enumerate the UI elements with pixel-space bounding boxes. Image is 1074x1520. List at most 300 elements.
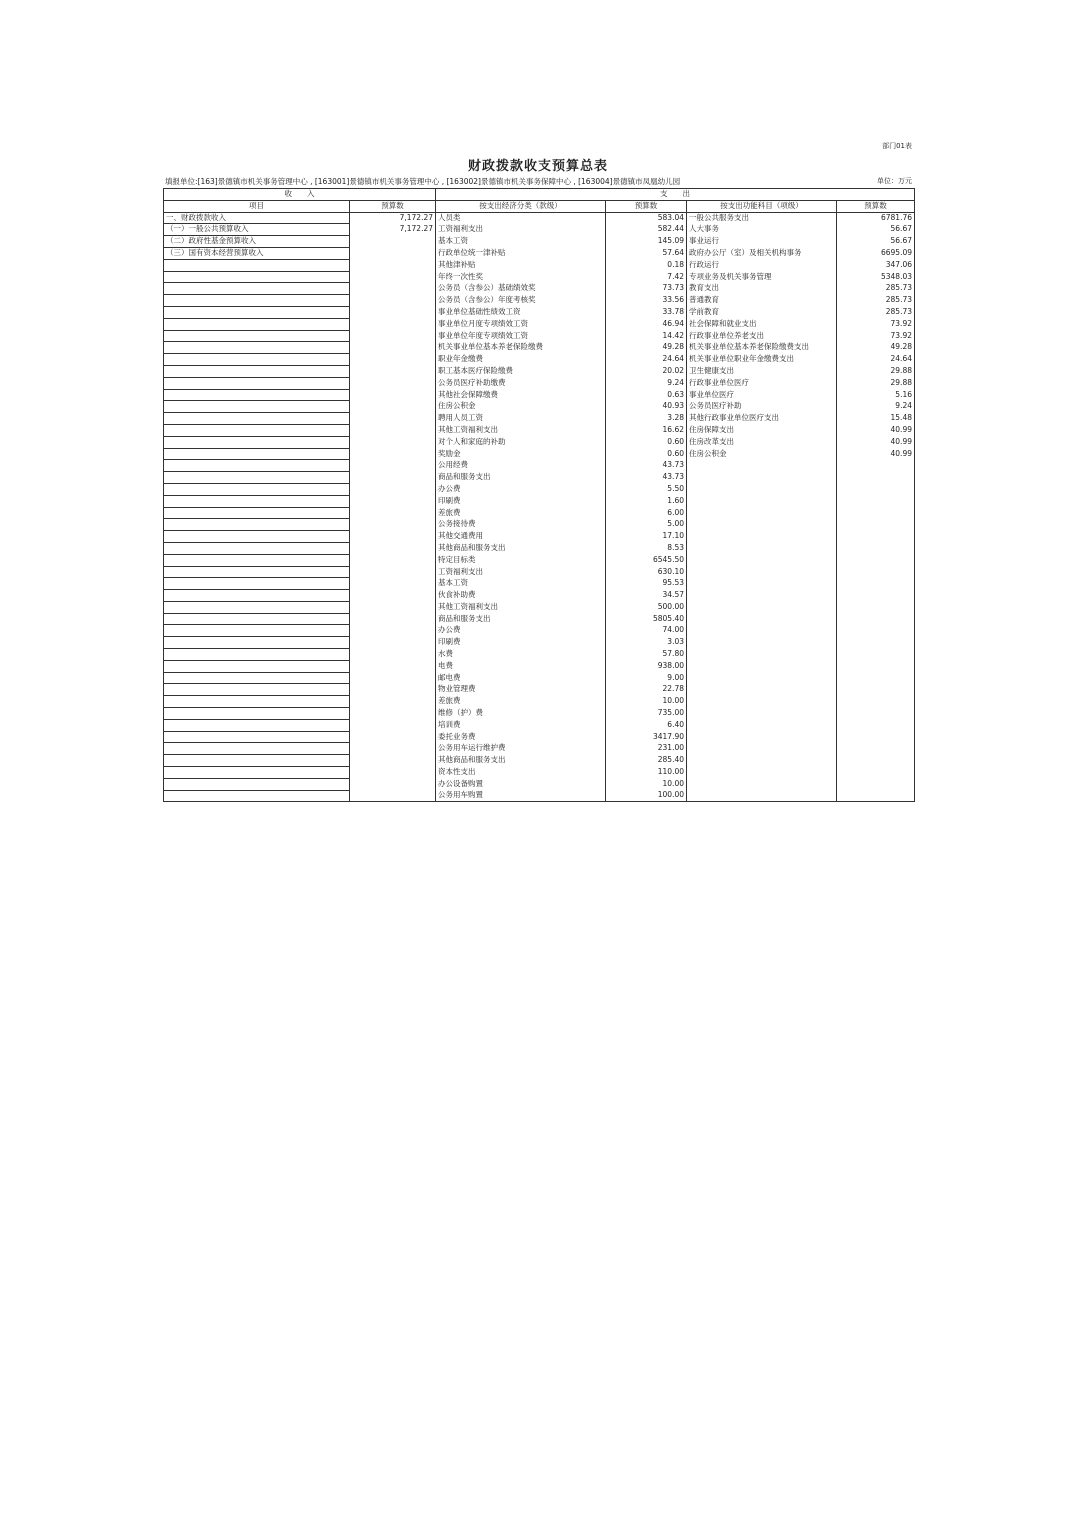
func-class-cell <box>687 554 837 566</box>
income-amount-cell <box>350 601 436 613</box>
econ-class-cell: 商品和服务支出 <box>436 613 606 625</box>
econ-class-cell: 资本性支出 <box>436 767 606 779</box>
econ-class-cell: 培训费 <box>436 719 606 731</box>
table-row <box>164 542 915 554</box>
income-amount-cell <box>350 460 436 472</box>
income-item-cell: （二）政府性基金预算收入 <box>164 236 350 248</box>
econ-class-cell: 电费 <box>436 660 606 672</box>
table-row <box>164 247 915 259</box>
func-class-cell <box>687 660 837 672</box>
econ-amount-cell: 10.00 <box>606 778 687 790</box>
table-row <box>164 259 915 271</box>
income-item-cell <box>164 483 350 495</box>
func-amount-cell <box>837 578 915 590</box>
func-amount-cell <box>837 755 915 767</box>
income-amount-cell <box>350 590 436 602</box>
income-item-cell <box>164 731 350 743</box>
income-item-cell <box>164 531 350 543</box>
income-item-cell <box>164 790 350 802</box>
func-class-cell <box>687 613 837 625</box>
econ-amount-cell: 285.40 <box>606 755 687 767</box>
econ-class-cell: 其他商品和服务支出 <box>436 755 606 767</box>
income-amount-cell <box>350 790 436 802</box>
econ-class-cell: 商品和服务支出 <box>436 472 606 484</box>
func-class-cell <box>687 519 837 531</box>
income-amount-cell <box>350 283 436 295</box>
table-row <box>164 613 915 625</box>
func-class-cell: 住房保障支出 <box>687 424 837 436</box>
econ-class-cell: 水费 <box>436 649 606 661</box>
income-amount-cell <box>350 731 436 743</box>
func-amount-cell <box>837 778 915 790</box>
col-econ-header: 按支出经济分类（款级） <box>436 200 606 212</box>
func-class-cell <box>687 542 837 554</box>
income-item-cell <box>164 460 350 472</box>
income-amount-cell <box>350 767 436 779</box>
econ-amount-cell: 5.50 <box>606 483 687 495</box>
func-class-cell <box>687 637 837 649</box>
table-row <box>164 708 915 720</box>
func-class-cell <box>687 590 837 602</box>
income-item-cell <box>164 436 350 448</box>
func-class-cell <box>687 495 837 507</box>
econ-class-cell: 差旅费 <box>436 507 606 519</box>
col-budget3-header: 预算数 <box>837 200 915 212</box>
econ-amount-cell: 57.64 <box>606 247 687 259</box>
table-row <box>164 519 915 531</box>
income-amount-cell <box>350 259 436 271</box>
income-amount-cell <box>350 566 436 578</box>
income-item-cell <box>164 649 350 661</box>
func-class-cell: 政府办公厅（室）及相关机构事务 <box>687 247 837 259</box>
econ-class-cell: 公用经费 <box>436 460 606 472</box>
income-amount-cell <box>350 755 436 767</box>
income-amount-cell <box>350 472 436 484</box>
table-row <box>164 365 915 377</box>
income-amount-cell <box>350 236 436 248</box>
func-amount-cell: 24.64 <box>837 354 915 366</box>
table-row <box>164 424 915 436</box>
econ-class-cell: 事业单位月度专项绩效工资 <box>436 318 606 330</box>
income-amount-cell <box>350 354 436 366</box>
income-amount-cell <box>350 318 436 330</box>
func-class-cell: 教育支出 <box>687 283 837 295</box>
table-row <box>164 790 915 802</box>
income-item-cell <box>164 413 350 425</box>
func-class-cell <box>687 731 837 743</box>
econ-class-cell: 住房公积金 <box>436 401 606 413</box>
econ-amount-cell: 582.44 <box>606 224 687 236</box>
func-class-cell <box>687 531 837 543</box>
econ-class-cell: 人员类 <box>436 212 606 224</box>
income-amount-cell <box>350 365 436 377</box>
func-class-cell <box>687 708 837 720</box>
econ-amount-cell: 22.78 <box>606 684 687 696</box>
table-row <box>164 672 915 684</box>
income-amount-cell <box>350 637 436 649</box>
income-item-cell <box>164 519 350 531</box>
econ-amount-cell: 938.00 <box>606 660 687 672</box>
econ-amount-cell: 10.00 <box>606 696 687 708</box>
func-class-cell: 机关事业单位职业年金缴费支出 <box>687 354 837 366</box>
econ-amount-cell: 5805.40 <box>606 613 687 625</box>
econ-amount-cell: 20.02 <box>606 365 687 377</box>
reporting-units: 填报单位:[163]景德镇市机关事务管理中心 , [163001]景德镇市机关事务管理中心 , [163002]景德镇市机关事务保障中心 , [163004]景德镇市凤凰幼儿园 <box>165 177 681 186</box>
table-row <box>164 212 915 224</box>
econ-class-cell: 邮电费 <box>436 672 606 684</box>
income-item-cell: （一）一般公共预算收入 <box>164 224 350 236</box>
income-amount-cell <box>350 708 436 720</box>
econ-amount-cell: 0.60 <box>606 448 687 460</box>
econ-class-cell: 物业管理费 <box>436 684 606 696</box>
income-item-cell <box>164 778 350 790</box>
func-class-cell: 人大事务 <box>687 224 837 236</box>
table-row <box>164 625 915 637</box>
income-amount-cell <box>350 495 436 507</box>
func-class-cell: 公务员医疗补助 <box>687 401 837 413</box>
econ-amount-cell: 630.10 <box>606 566 687 578</box>
table-row <box>164 507 915 519</box>
econ-amount-cell: 43.73 <box>606 472 687 484</box>
income-item-cell <box>164 660 350 672</box>
func-class-cell <box>687 483 837 495</box>
func-amount-cell <box>837 566 915 578</box>
table-row <box>164 731 915 743</box>
econ-class-cell: 年终一次性奖 <box>436 271 606 283</box>
income-amount-cell <box>350 660 436 672</box>
income-amount-cell <box>350 542 436 554</box>
func-class-cell <box>687 684 837 696</box>
table-row <box>164 590 915 602</box>
func-amount-cell <box>837 613 915 625</box>
econ-amount-cell: 0.18 <box>606 259 687 271</box>
econ-class-cell: 行政单位统一津补贴 <box>436 247 606 259</box>
table-row <box>164 778 915 790</box>
income-amount-cell <box>350 342 436 354</box>
econ-class-cell: 其他社会保障缴费 <box>436 389 606 401</box>
econ-class-cell: 公务用车运行维护费 <box>436 743 606 755</box>
econ-class-cell: 事业单位基础性绩效工资 <box>436 306 606 318</box>
table-row <box>164 377 915 389</box>
func-amount-cell <box>837 696 915 708</box>
func-class-cell <box>687 790 837 802</box>
econ-amount-cell: 9.00 <box>606 672 687 684</box>
func-amount-cell: 56.67 <box>837 236 915 248</box>
func-amount-cell: 40.99 <box>837 448 915 460</box>
econ-class-cell: 奖励金 <box>436 448 606 460</box>
func-amount-cell: 285.73 <box>837 306 915 318</box>
income-amount-cell <box>350 507 436 519</box>
income-amount-cell <box>350 778 436 790</box>
econ-class-cell: 印刷费 <box>436 495 606 507</box>
econ-class-cell: 机关事业单位基本养老保险缴费 <box>436 342 606 354</box>
func-class-cell <box>687 719 837 731</box>
income-item-cell <box>164 554 350 566</box>
econ-amount-cell: 17.10 <box>606 531 687 543</box>
income-amount-cell <box>350 649 436 661</box>
table-row <box>164 271 915 283</box>
func-class-cell <box>687 507 837 519</box>
econ-amount-cell: 583.04 <box>606 212 687 224</box>
table-row <box>164 719 915 731</box>
income-item-cell <box>164 719 350 731</box>
income-amount-cell: 7,172.27 <box>350 212 436 224</box>
func-class-cell: 机关事业单位基本养老保险缴费支出 <box>687 342 837 354</box>
econ-amount-cell: 110.00 <box>606 767 687 779</box>
func-amount-cell: 5.16 <box>837 389 915 401</box>
income-amount-cell <box>350 625 436 637</box>
econ-amount-cell: 73.73 <box>606 283 687 295</box>
econ-amount-cell: 34.57 <box>606 590 687 602</box>
header-row-group <box>164 189 915 201</box>
func-class-cell <box>687 472 837 484</box>
income-item-cell <box>164 708 350 720</box>
econ-amount-cell: 3417.90 <box>606 731 687 743</box>
income-amount-cell <box>350 413 436 425</box>
income-item-cell <box>164 448 350 460</box>
income-item-cell <box>164 283 350 295</box>
income-amount-cell <box>350 672 436 684</box>
econ-class-cell: 事业单位年度专项绩效工资 <box>436 330 606 342</box>
econ-class-cell: 职工基本医疗保险缴费 <box>436 365 606 377</box>
col-budget2-header: 预算数 <box>606 200 687 212</box>
func-amount-cell: 29.88 <box>837 377 915 389</box>
func-amount-cell <box>837 483 915 495</box>
econ-class-cell: 公务员（含参公）年度考核奖 <box>436 295 606 307</box>
income-amount-cell <box>350 436 436 448</box>
econ-amount-cell: 6545.50 <box>606 554 687 566</box>
econ-class-cell: 办公费 <box>436 483 606 495</box>
econ-class-cell: 公务员（含参公）基础绩效奖 <box>436 283 606 295</box>
income-header: 收 入 <box>164 189 436 201</box>
income-amount-cell <box>350 684 436 696</box>
col-item-header: 项目 <box>164 200 350 212</box>
col-func-header: 按支出功能科目（项级） <box>687 200 837 212</box>
table-row <box>164 684 915 696</box>
func-amount-cell: 9.24 <box>837 401 915 413</box>
table-row <box>164 389 915 401</box>
table-row <box>164 472 915 484</box>
econ-class-cell: 职业年金缴费 <box>436 354 606 366</box>
income-amount-cell <box>350 377 436 389</box>
income-amount-cell <box>350 519 436 531</box>
func-amount-cell: 73.92 <box>837 330 915 342</box>
econ-amount-cell: 9.24 <box>606 377 687 389</box>
func-class-cell: 行政运行 <box>687 259 837 271</box>
income-item-cell <box>164 342 350 354</box>
income-item-cell <box>164 578 350 590</box>
income-amount-cell <box>350 306 436 318</box>
func-amount-cell <box>837 684 915 696</box>
func-amount-cell <box>837 554 915 566</box>
income-item-cell <box>164 495 350 507</box>
econ-class-cell: 公务接待费 <box>436 519 606 531</box>
func-class-cell <box>687 601 837 613</box>
econ-amount-cell: 8.53 <box>606 542 687 554</box>
func-amount-cell: 73.92 <box>837 318 915 330</box>
func-amount-cell <box>837 625 915 637</box>
func-amount-cell <box>837 460 915 472</box>
income-item-cell <box>164 542 350 554</box>
econ-class-cell: 基本工资 <box>436 578 606 590</box>
income-item-cell <box>164 365 350 377</box>
func-amount-cell <box>837 472 915 484</box>
currency-unit: 单位：万元 <box>877 177 912 185</box>
func-amount-cell <box>837 672 915 684</box>
func-class-cell <box>687 696 837 708</box>
func-class-cell: 社会保障和就业支出 <box>687 318 837 330</box>
econ-amount-cell: 735.00 <box>606 708 687 720</box>
table-row <box>164 578 915 590</box>
func-amount-cell <box>837 731 915 743</box>
func-amount-cell <box>837 790 915 802</box>
table-row <box>164 436 915 448</box>
econ-class-cell: 其他津补贴 <box>436 259 606 271</box>
income-item-cell <box>164 507 350 519</box>
func-amount-cell: 56.67 <box>837 224 915 236</box>
econ-amount-cell: 6.40 <box>606 719 687 731</box>
table-row <box>164 637 915 649</box>
econ-class-cell: 工资福利支出 <box>436 566 606 578</box>
func-amount-cell <box>837 542 915 554</box>
income-item-cell <box>164 306 350 318</box>
func-class-cell: 专项业务及机关事务管理 <box>687 271 837 283</box>
table-row <box>164 283 915 295</box>
income-amount-cell <box>350 554 436 566</box>
econ-class-cell: 委托业务费 <box>436 731 606 743</box>
col-budget-header: 预算数 <box>350 200 436 212</box>
func-class-cell <box>687 649 837 661</box>
econ-amount-cell: 1.60 <box>606 495 687 507</box>
func-amount-cell: 347.06 <box>837 259 915 271</box>
income-item-cell: （三）国有资本经营预算收入 <box>164 247 350 259</box>
func-amount-cell: 40.99 <box>837 424 915 436</box>
income-item-cell <box>164 354 350 366</box>
table-row <box>164 354 915 366</box>
func-amount-cell: 6695.09 <box>837 247 915 259</box>
func-amount-cell <box>837 590 915 602</box>
income-amount-cell <box>350 330 436 342</box>
table-row <box>164 224 915 236</box>
func-class-cell: 住房公积金 <box>687 448 837 460</box>
func-amount-cell <box>837 649 915 661</box>
econ-amount-cell: 74.00 <box>606 625 687 637</box>
header-row-columns <box>164 200 915 212</box>
func-class-cell <box>687 625 837 637</box>
econ-amount-cell: 24.64 <box>606 354 687 366</box>
page-title: 财政拨款收支预算总表 <box>467 159 608 174</box>
econ-class-cell: 印刷费 <box>436 637 606 649</box>
income-item-cell <box>164 613 350 625</box>
expense-header: 支 出 <box>436 189 915 201</box>
func-class-cell <box>687 672 837 684</box>
func-amount-cell <box>837 660 915 672</box>
func-amount-cell: 29.88 <box>837 365 915 377</box>
income-item-cell <box>164 767 350 779</box>
income-item-cell <box>164 625 350 637</box>
func-amount-cell: 285.73 <box>837 283 915 295</box>
func-amount-cell: 15.48 <box>837 413 915 425</box>
econ-class-cell: 办公设备购置 <box>436 778 606 790</box>
table-row <box>164 401 915 413</box>
func-amount-cell: 285.73 <box>837 295 915 307</box>
econ-class-cell: 差旅费 <box>436 696 606 708</box>
func-amount-cell <box>837 719 915 731</box>
table-row <box>164 495 915 507</box>
income-amount-cell <box>350 613 436 625</box>
econ-class-cell: 公务员医疗补助缴费 <box>436 377 606 389</box>
income-amount-cell <box>350 743 436 755</box>
func-class-cell <box>687 767 837 779</box>
func-class-cell <box>687 460 837 472</box>
table-row <box>164 413 915 425</box>
income-item-cell <box>164 424 350 436</box>
econ-amount-cell: 231.00 <box>606 743 687 755</box>
func-amount-cell: 49.28 <box>837 342 915 354</box>
table-row <box>164 531 915 543</box>
econ-amount-cell: 33.78 <box>606 306 687 318</box>
econ-amount-cell: 100.00 <box>606 790 687 802</box>
income-item-cell <box>164 601 350 613</box>
econ-amount-cell: 49.28 <box>606 342 687 354</box>
table-row <box>164 743 915 755</box>
income-item-cell <box>164 696 350 708</box>
econ-amount-cell: 5.00 <box>606 519 687 531</box>
econ-amount-cell: 7.42 <box>606 271 687 283</box>
income-item-cell <box>164 472 350 484</box>
budget-table <box>163 188 915 802</box>
func-amount-cell: 5348.03 <box>837 271 915 283</box>
income-item-cell <box>164 590 350 602</box>
econ-class-cell: 办公费 <box>436 625 606 637</box>
table-row <box>164 755 915 767</box>
econ-class-cell: 聘用人员工资 <box>436 413 606 425</box>
econ-class-cell: 其他商品和服务支出 <box>436 542 606 554</box>
func-class-cell: 事业单位医疗 <box>687 389 837 401</box>
form-id: 部门01表 <box>882 142 912 150</box>
income-amount-cell <box>350 448 436 460</box>
econ-amount-cell: 500.00 <box>606 601 687 613</box>
income-amount-cell <box>350 271 436 283</box>
table-row <box>164 295 915 307</box>
table-row <box>164 660 915 672</box>
income-item-cell <box>164 330 350 342</box>
econ-class-cell: 其他工资福利支出 <box>436 601 606 613</box>
income-item-cell: 一、财政拨款收入 <box>164 212 350 224</box>
income-item-cell <box>164 259 350 271</box>
income-item-cell <box>164 389 350 401</box>
econ-amount-cell: 0.63 <box>606 389 687 401</box>
econ-class-cell: 对个人和家庭的补助 <box>436 436 606 448</box>
func-class-cell: 其他行政事业单位医疗支出 <box>687 413 837 425</box>
income-item-cell <box>164 743 350 755</box>
func-class-cell <box>687 578 837 590</box>
econ-amount-cell: 6.00 <box>606 507 687 519</box>
econ-amount-cell: 0.60 <box>606 436 687 448</box>
income-item-cell <box>164 401 350 413</box>
econ-amount-cell: 40.93 <box>606 401 687 413</box>
econ-class-cell: 维修（护）费 <box>436 708 606 720</box>
income-amount-cell <box>350 578 436 590</box>
table-row <box>164 330 915 342</box>
table-row <box>164 601 915 613</box>
func-class-cell: 学前教育 <box>687 306 837 318</box>
table-row <box>164 767 915 779</box>
income-amount-cell <box>350 696 436 708</box>
func-class-cell <box>687 743 837 755</box>
table-row <box>164 342 915 354</box>
income-item-cell <box>164 637 350 649</box>
